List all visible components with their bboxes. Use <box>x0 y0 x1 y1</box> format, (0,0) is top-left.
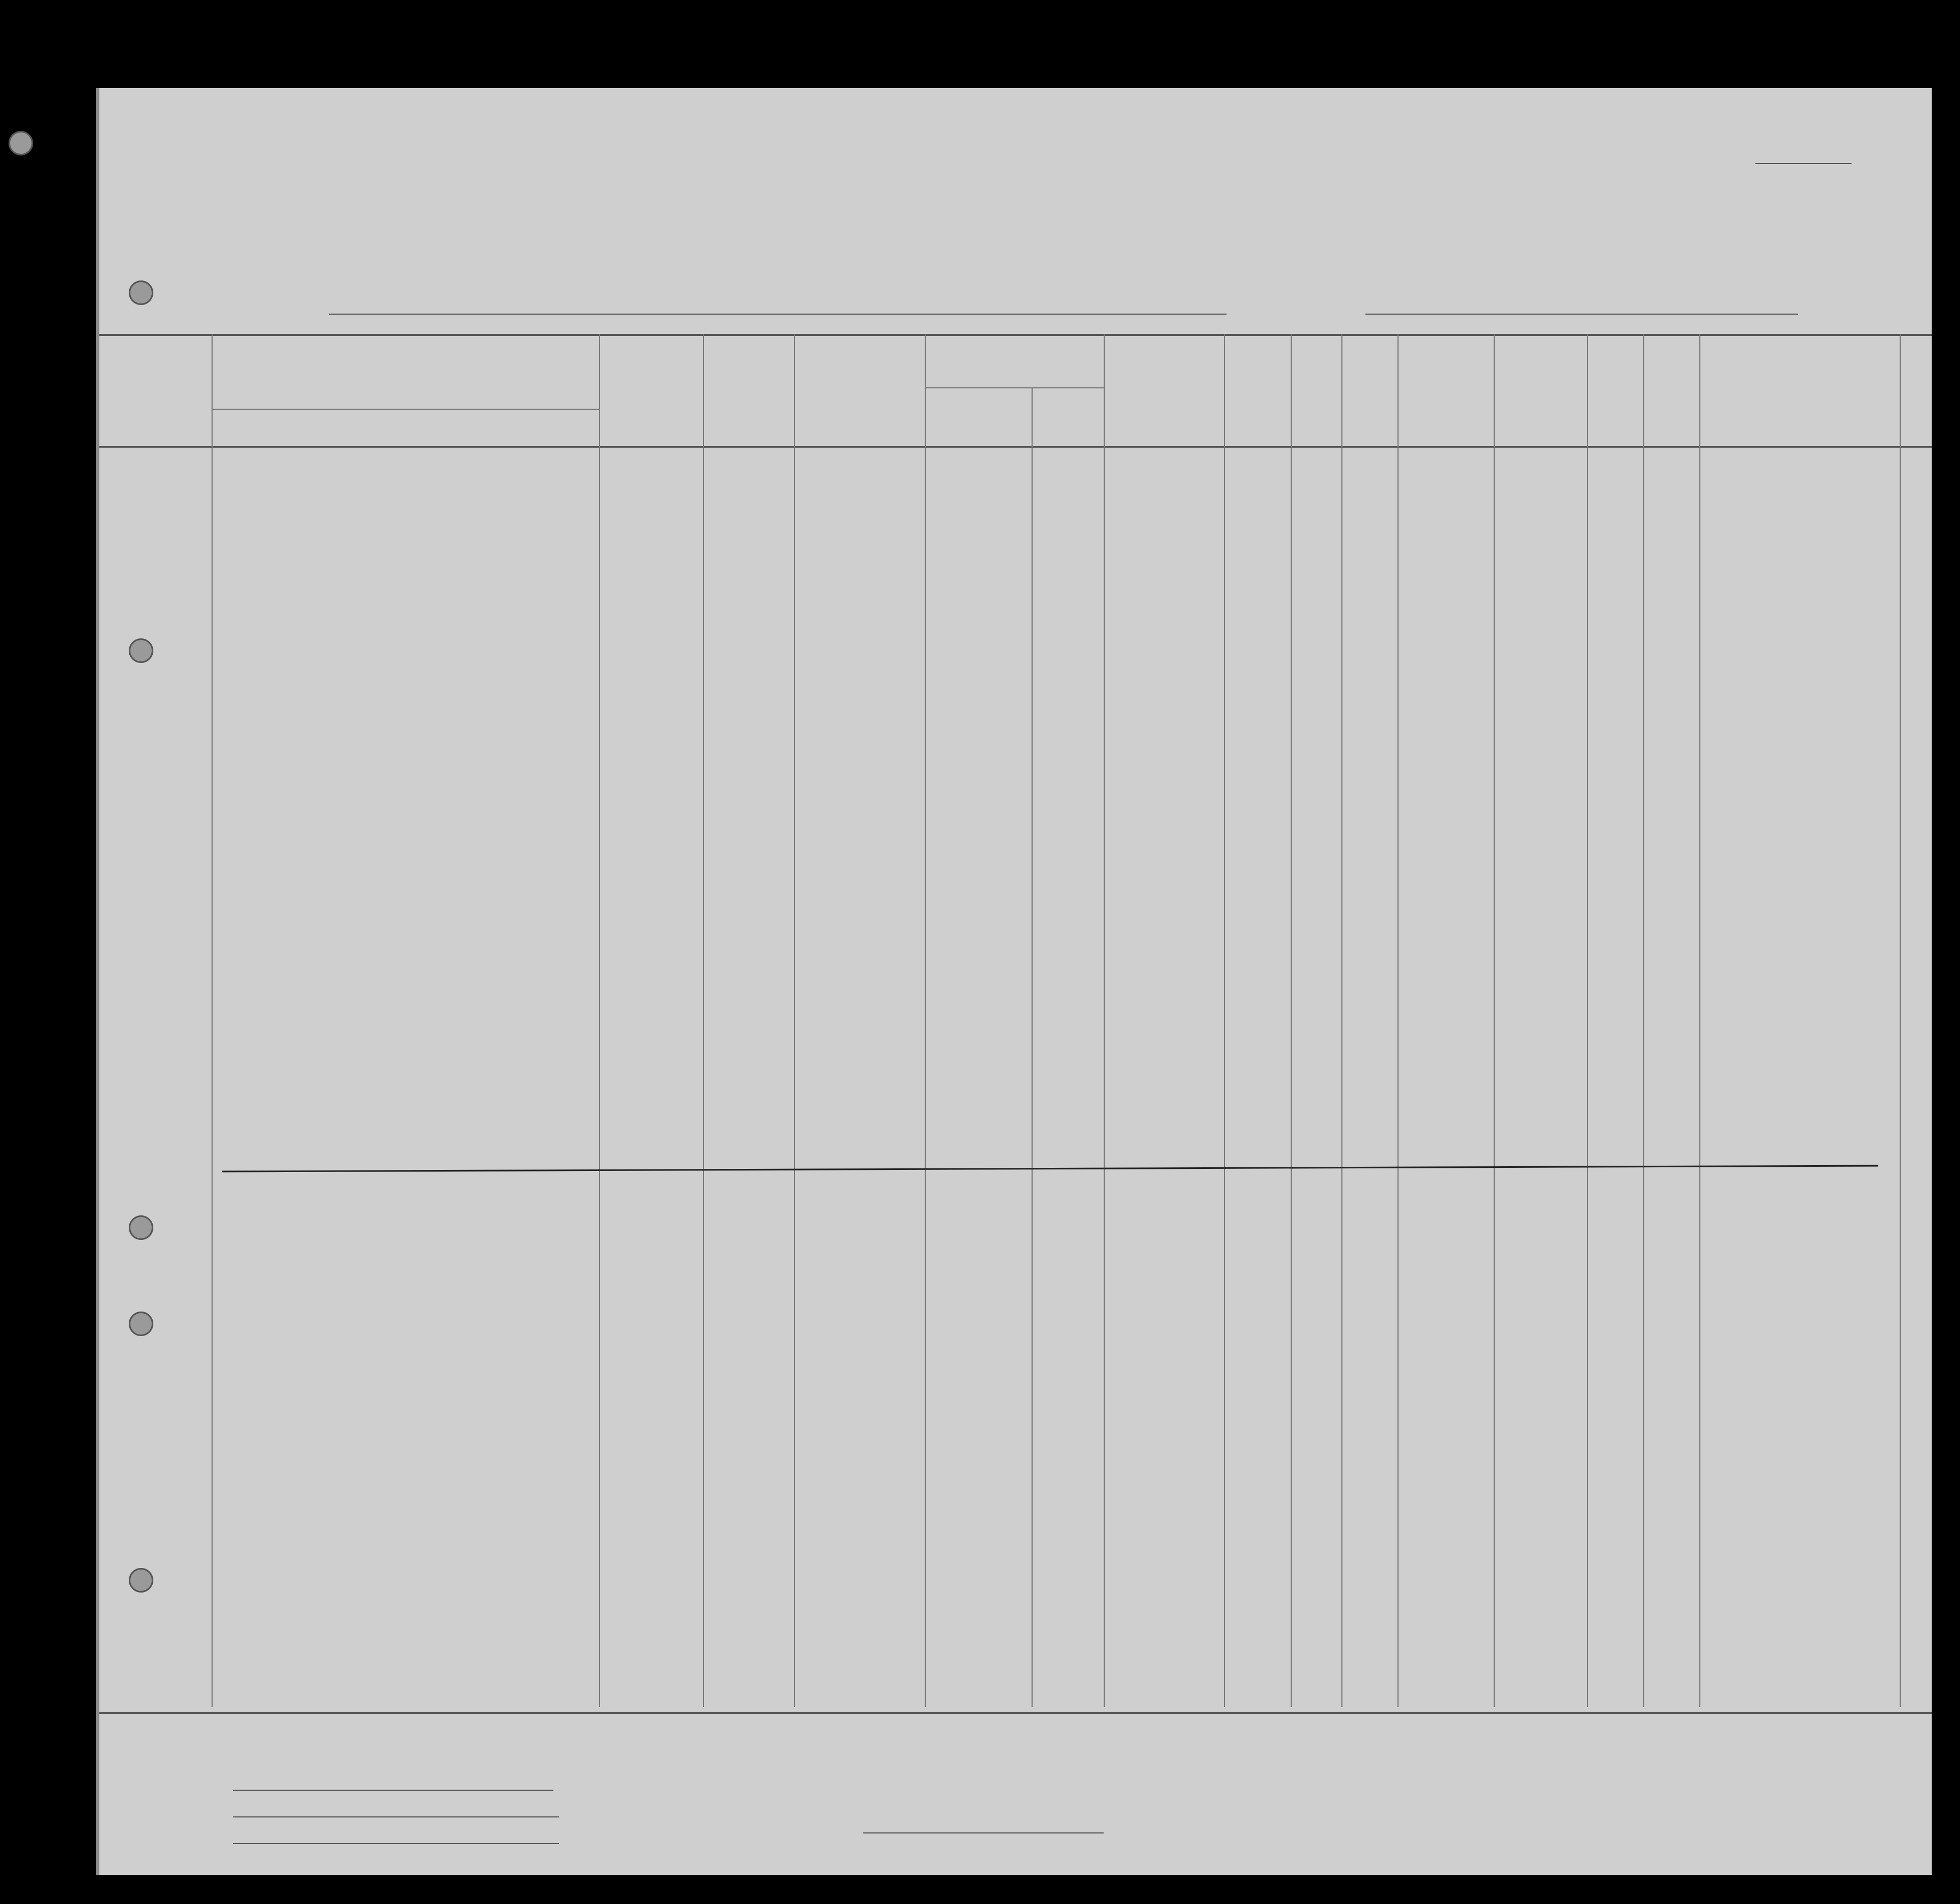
binder-hole <box>129 280 153 305</box>
binder-hole <box>129 1568 153 1593</box>
binder-hole <box>129 1215 153 1240</box>
binder-hole <box>9 131 33 155</box>
binder-hole <box>129 1312 153 1336</box>
manifest-sheet <box>96 88 1932 1875</box>
binder-hole <box>129 638 153 663</box>
